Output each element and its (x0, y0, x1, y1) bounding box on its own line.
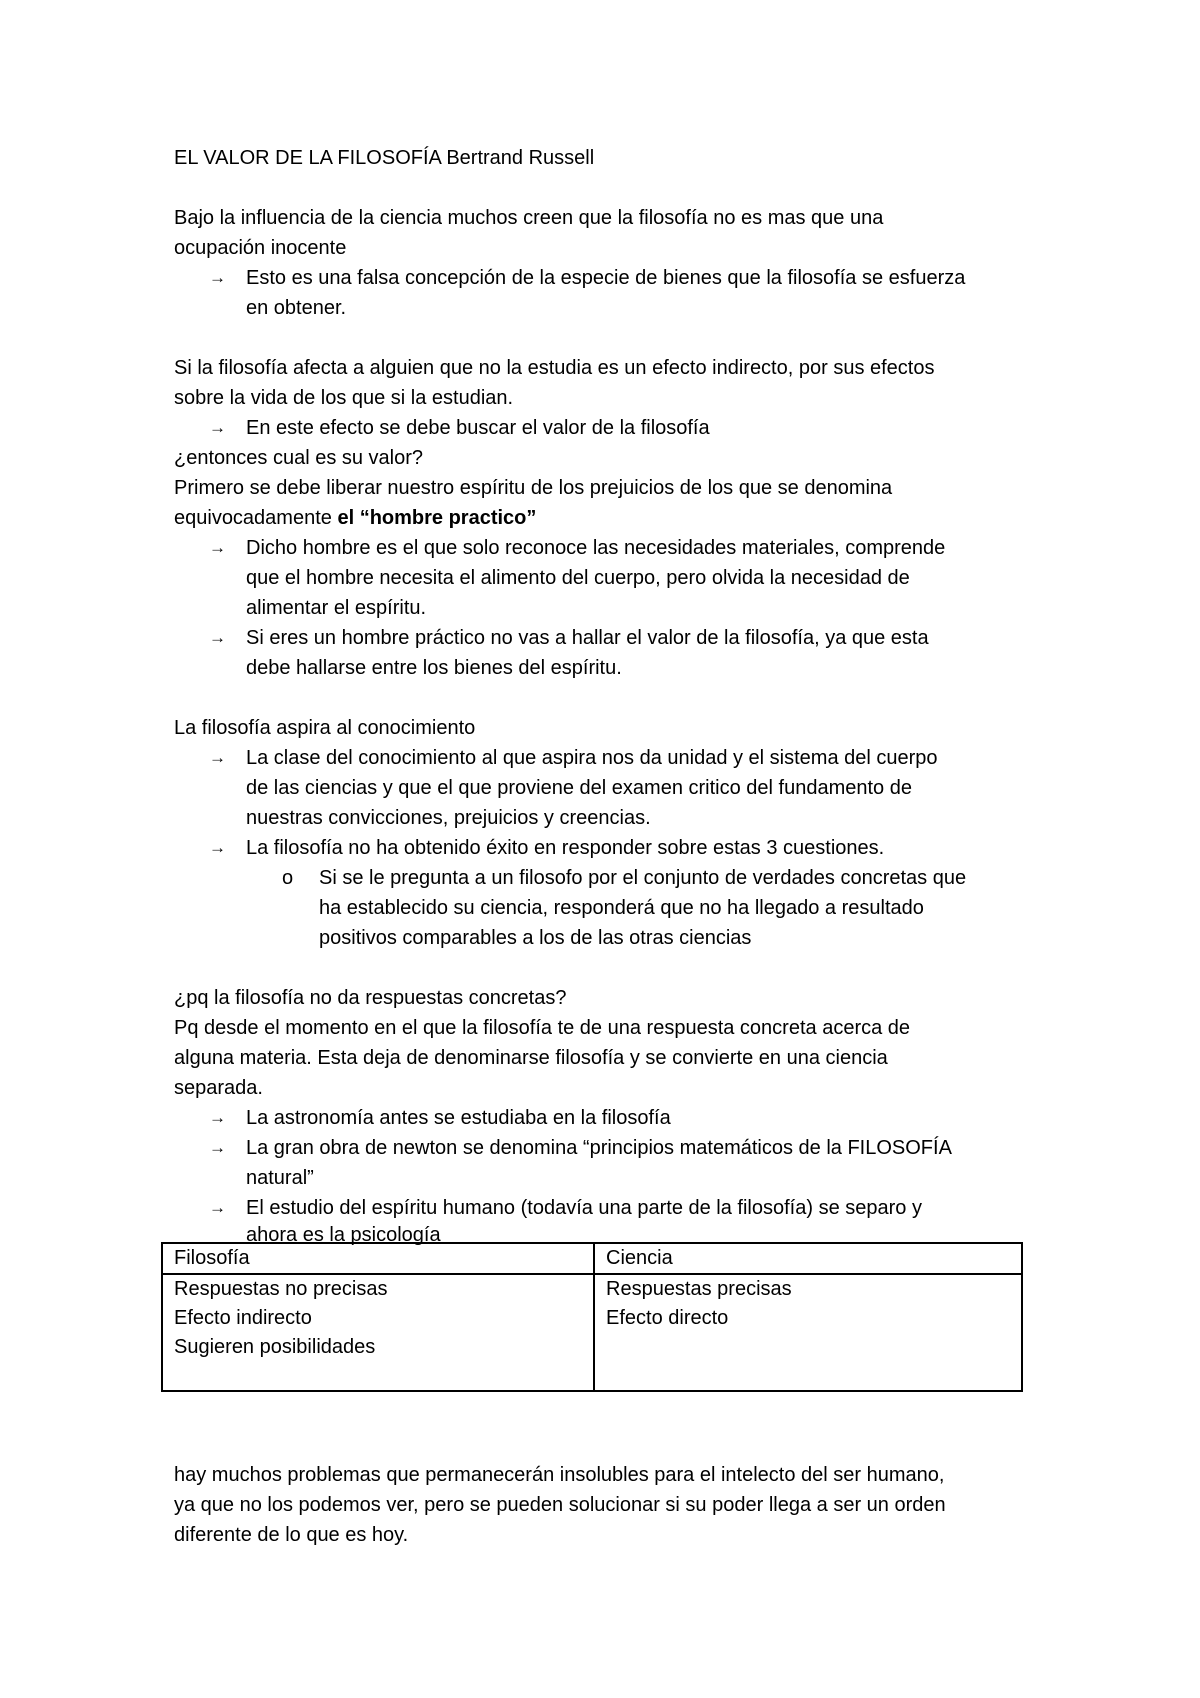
arrow-bullet-icon: → (209, 418, 226, 437)
arrow-bullet-icon: → (209, 628, 226, 647)
list-item: El estudio del espíritu humano (todavía una parte de la filosofía) se separo y (246, 1197, 922, 1219)
document-title: EL VALOR DE LA FILOSOFÍA Bertrand Russell (174, 147, 595, 169)
arrow-bullet-icon: → (209, 1138, 226, 1157)
list-item: natural” (246, 1167, 314, 1189)
paragraph-text: sobre la vida de los que si la estudian. (174, 387, 514, 409)
sub-list-item: ha establecido su ciencia, responderá que no ha llegado a resultado (319, 897, 924, 919)
question-text: ¿pq la filosofía no da respuestas concretas? (174, 987, 567, 1009)
text-run: equivocadamente (174, 507, 338, 529)
circle-bullet-icon: o (282, 867, 294, 889)
arrow-bullet-icon: → (209, 538, 226, 557)
list-item: ahora es la psicología (246, 1224, 441, 1246)
sub-list-item: positivos comparables a los de las otras ciencias (319, 927, 752, 949)
list-item: de las ciencias y que el que proviene del examen critico del fundamento de (246, 777, 912, 799)
paragraph-text: Si la filosofía afecta a alguien que no la estudia es un efecto indirecto, por sus efectos (174, 357, 935, 379)
table-header-filosofia: Filosofía (174, 1247, 250, 1269)
list-item: nuestras convicciones, prejuicios y creencias. (246, 807, 651, 829)
list-item: La filosofía no ha obtenido éxito en responder sobre estas 3 cuestiones. (246, 837, 885, 859)
table-cell: Respuestas no precisas (174, 1278, 388, 1300)
paragraph-text (174, 505, 536, 531)
list-item: La astronomía antes se estudiaba en la filosofía (246, 1107, 671, 1129)
list-item: en obtener. (246, 297, 347, 319)
arrow-bullet-icon: → (209, 838, 226, 857)
paragraph-text: Primero se debe liberar nuestro espíritu de los prejuicios de los que se denomina (174, 477, 893, 499)
arrow-bullet-icon: → (209, 1198, 226, 1217)
comparison-table (161, 1242, 1023, 1392)
table-divider (593, 1244, 595, 1390)
list-item: Esto es una falsa concepción de la especie de bienes que la filosofía se esfuerza (246, 267, 966, 289)
question-text: ¿entonces cual es su valor? (174, 447, 424, 469)
table-cell: Efecto directo (606, 1307, 729, 1329)
list-item: En este efecto se debe buscar el valor de la filosofía (246, 417, 710, 439)
paragraph-text: hay muchos problemas que permanecerán insolubles para el intelecto del ser humano, (174, 1464, 945, 1486)
list-item: La clase del conocimiento al que aspira nos da unidad y el sistema del cuerpo (246, 747, 938, 769)
paragraph-text: separada. (174, 1077, 263, 1099)
table-cell: Respuestas precisas (606, 1278, 792, 1300)
paragraph-text: Pq desde el momento en el que la filosofía te de una respuesta concreta acerca de (174, 1017, 911, 1039)
arrow-bullet-icon: → (209, 1108, 226, 1127)
paragraph-text: ya que no los podemos ver, pero se pueden solucionar si su poder llega a ser un orden (174, 1494, 946, 1516)
sub-list-item: Si se le pregunta a un filosofo por el conjunto de verdades concretas que (319, 867, 967, 889)
paragraph-text: alguna materia. Esta deja de denominarse filosofía y se convierte en una ciencia (174, 1047, 888, 1069)
list-item: Si eres un hombre práctico no vas a hallar el valor de la filosofía, ya que esta (246, 627, 929, 649)
paragraph-text: ocupación inocente (174, 237, 347, 259)
arrow-bullet-icon: → (209, 748, 226, 767)
paragraph-text: diferente de lo que es hoy. (174, 1524, 409, 1546)
table-cell: Efecto indirecto (174, 1307, 312, 1329)
list-item: alimentar el espíritu. (246, 597, 427, 619)
table-cell: Sugieren posibilidades (174, 1336, 376, 1358)
list-item: debe hallarse entre los bienes del espíritu. (246, 657, 622, 679)
list-item: La gran obra de newton se denomina “principios matemáticos de la FILOSOFÍA (246, 1137, 952, 1159)
arrow-bullet-icon: → (209, 268, 226, 287)
table-header-ciencia: Ciencia (606, 1247, 673, 1269)
bold-term: el “hombre practico” (337, 507, 537, 529)
paragraph-text: Bajo la influencia de la ciencia muchos creen que la filosofía no es mas que una (174, 207, 884, 229)
list-item: que el hombre necesita el alimento del cuerpo, pero olvida la necesidad de (246, 567, 910, 589)
list-item: Dicho hombre es el que solo reconoce las necesidades materiales, comprende (246, 537, 946, 559)
paragraph-text: La filosofía aspira al conocimiento (174, 717, 476, 739)
